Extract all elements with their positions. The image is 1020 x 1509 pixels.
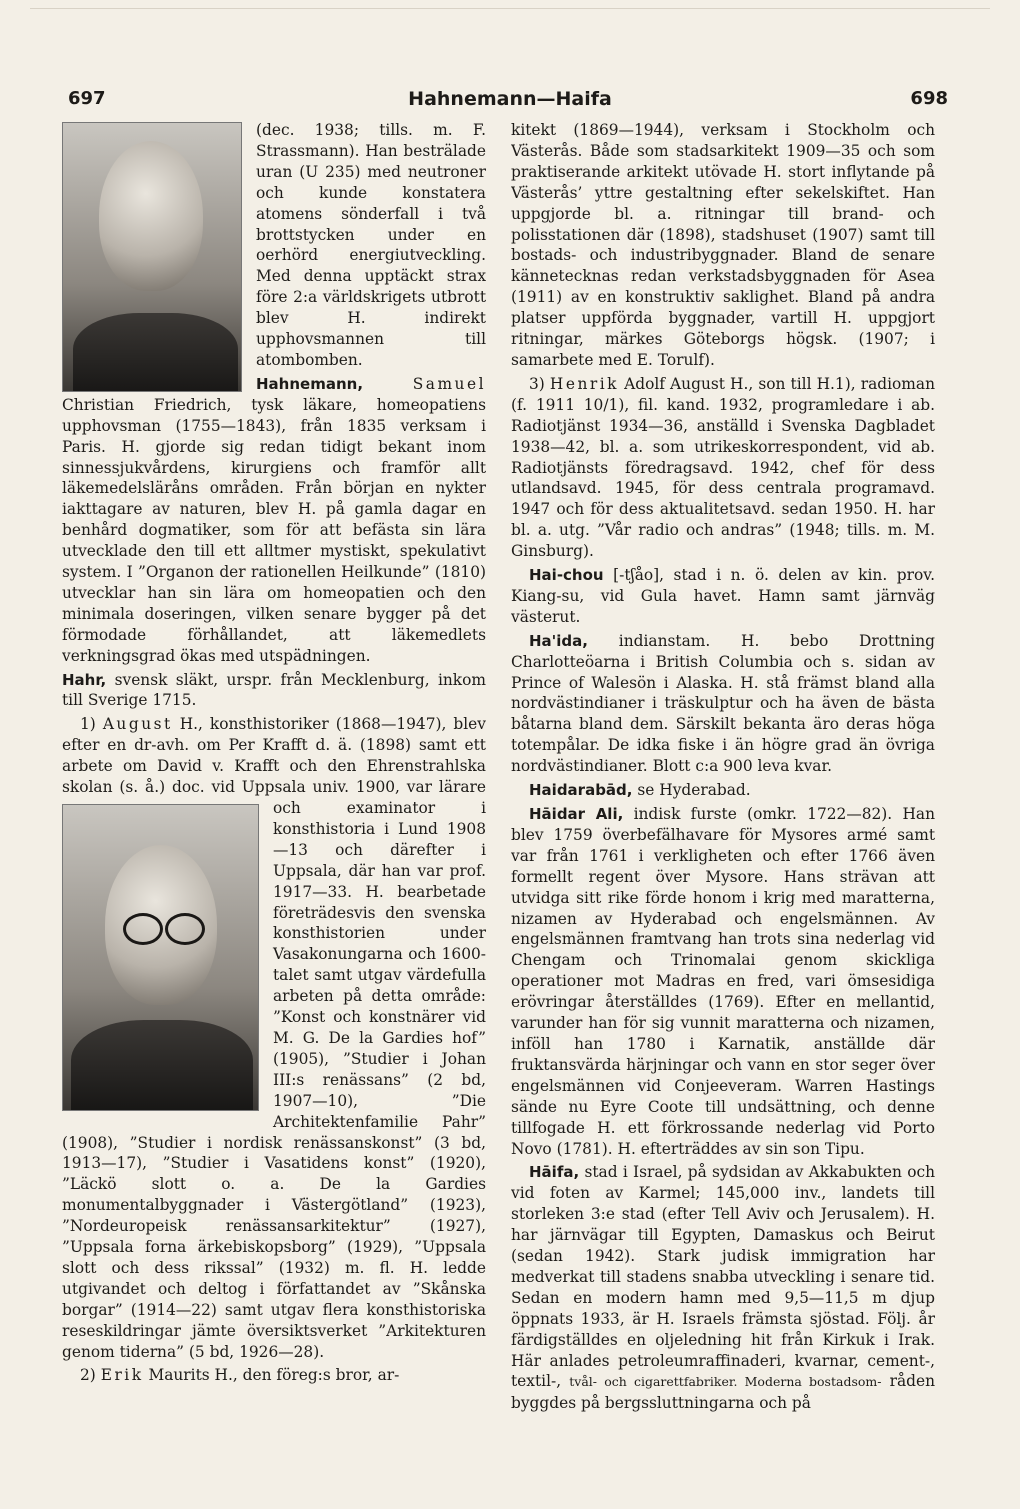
running-head: Hahnemann—Haifa	[408, 88, 612, 110]
entry-text: se Hyderabad.	[632, 781, 751, 800]
entry-hai-chou	[511, 565, 935, 628]
entry-text: Maurits H., den föreg:s bror, ar-	[143, 1366, 400, 1385]
entry-text: Adolf August H., son till H.1), radioman (f. 1911 10/1), fil. kand. 1932, programledare i ab. Radiotjänst 1934—36, anställd i Svenska Dagbladet 1938—42, bl. a. som utrikeskorrespondent, vid ab. Radiotjänsts föredragsavd. 1942, chef för dess utlandsavd. 1945, för dess centrala programavd. 1947 och för dess aktualitetsavd. sedan 1950. H. har bl. a. utg. ”Vår radio och andras” (1948; tills. m. M. Ginsburg).	[511, 374, 935, 561]
entry-text: svensk släkt, urspr. från Mecklenburg, inkom till Sverige 1715.	[62, 670, 486, 710]
entry-haifa	[511, 1162, 935, 1414]
entry-text-rest: univ. 1900, var lärare och examinator i konsthistoria i Lund 1908—13 och därefter i Uppsala, där han var prof. 1917—33. H. bearbetade företrädesvis den svenska konsthistorien under Vasakonungarna och 1600-talet samt utgav värdefulla arbeten på detta område: ”Konst och konstnärer vid M. G. De la Gardies hof” (1905), ”Studier i Johan III:s renässans” (2 bd, 1907—10), ”Die Architektenfamilie Pahr” (1908), ”Studier i nordisk renässanskonst” (3 bd, 1913—17), ”Studier i Vasatidens konst” (1920), ”Läckö slott o. a. De la Gardies monumentalbyggnader i Västergötland” (1923), ”Nordeuropeisk renässansarkitektur” (1927), ”Uppsala forna ärkebiskopsborg” (1929), ”Uppsala slott och dess rikssal” (1932) m. fl. H. ledde utgivandet och deltog i författandet av ”Skånska borgar” (1914—22) samt utgav flera konsthistoriska reseskildringar jämte översiktsverket ”Arkitekturen genom tiderna” (5 bd, 1926—28).	[62, 778, 486, 1361]
headword: Hāifa,	[529, 1163, 580, 1182]
page-number-left: 697	[68, 88, 106, 109]
subentry-number: 3)	[529, 374, 545, 393]
entry-hahr	[62, 670, 486, 712]
subentry-number: 2)	[80, 1366, 96, 1385]
right-column	[511, 120, 935, 1500]
spaced-name: Erik	[100, 1366, 144, 1385]
spaced-name: August	[102, 715, 173, 734]
entry-text-start: H., konsthistoriker (1868—1947), blev efter en dr-avh. om Per Krafft d. ä. (1898) samt ett arbete om David v. Krafft och den Ehrenstrahlska skolan (s. å.) doc. vid Uppsala	[62, 715, 486, 797]
entry-text: stad i Israel, på sydsidan av Akkabukten och vid foten av Karmel; 145,000 inv., landets till storleken 3:e stad (efter Tell Aviv och Jerusalem). H. har järnvägar till Egypten, Damaskus och Beirut (sedan 1942). Stark judisk immigration har medverkat till stadens snabba utveckling i senare tid. Sedan en modern hamn med 9,5—11,5 m djup öppnats 1933, är H. Israels främsta sjöstad. Följ. år färdigställdes en oljeledning hit från Kirkuk i Irak. Här anlades petroleumraffinaderi, kvarnar, cement-, textil-,	[511, 1163, 935, 1391]
entry-continuation: kitekt (1869—1944), verksam i Stockholm och Västerås. Både som stadsarkitekt 1909—35 och som praktiserande arkitekt utövade H. stort inflytande på Västerås’ yttre gestaltning efter sekelskiftet. Han uppgjorde bl. a. ritningar till brand- och polisstationen där (1898), stadshuset (1907) samt till bostads- och industribyggnader. Bland de senare kännetecknas redan verkstadsbyggnaden för Asea (1911) av en konstruktiv saklighet. Bland på andra platser uppförda byggnader, vartill H. uppgjort ritningar, märkes Göteborgs högsk. (1907; i samarbete med E. Torulf).	[511, 121, 935, 369]
spaced-name: Samuel	[412, 374, 486, 393]
entry-text-end: råden byggdes på bergssluttningarna och på	[511, 1372, 935, 1413]
portrait-photo-hahn	[62, 122, 242, 392]
headword: Ha'ida,	[529, 631, 588, 650]
entry-text-small: tvål- och cigarettfabriker. Moderna bostadsom-	[569, 1374, 882, 1390]
glasses-right	[165, 913, 205, 945]
entry-text: [-tʃåo], stad i n. ö. delen av kin. prov. Kiang-su, vid Gula havet. Hamn samt järnväg västerut.	[511, 566, 935, 626]
entry-hahnemann	[62, 374, 486, 667]
entry-continuation: (dec. 1938; tills. m. F. Strassmann). Han besträlade uran (U 235) med neutroner och kunde konstatera atomens sönderfall i två brottstycken under en oerhörd energiutveckling. Med denna upptäckt strax före 2:a världskrigets utbrott blev H. indirekt upphovsmannen till atombomben.	[256, 121, 486, 369]
entry-august-hahr	[62, 714, 486, 1362]
headword: Hai-chou	[529, 566, 604, 585]
headword: Haidarabād,	[529, 781, 633, 800]
entry-haida	[511, 631, 935, 777]
glasses-left	[123, 913, 163, 945]
headword: Hāidar Ali,	[529, 805, 624, 823]
left-column	[62, 120, 486, 1500]
spaced-name: Henrik	[549, 374, 619, 393]
portrait-photo-august-hahr	[62, 804, 259, 1111]
entry-text: indisk furste (omkr. 1722—82). Han blev 1759 överbefälhavare för Mysores armé samt var från 1761 i verkligheten och efter 1766 även formellt regent över Mysore. Hans strävan att utvidga sitt rike förde honom i krig med maratterna, nizamen av Hyderabad och engelsmännen. Av engelsmännen framtvang han trots sina nederlag vid Chengam och Trinomalai genom skickliga operationer mot Madras en fred, vari ömsesidiga erövringar återställdes (1769). Efter en mellantid, varunder han för sig vunnit maratterna och nizamen, inföll han 1780 i Karnatik, anställde där fruktansvärda härjningar och vann en stor seger över engelsmännen vid Conjeeveram. Warren Hastings sände nu Eyre Coote till undsättning, och denne tillfogade H. ett förkrossande nederlag vid Porto Novo (1781). H. efterträddes av sin son Tipu.	[511, 805, 935, 1158]
entry-henrik-hahr	[511, 374, 935, 562]
entry-haidar-ali	[511, 804, 935, 1159]
top-rule	[30, 8, 990, 9]
headword: Hahr,	[62, 670, 107, 689]
page-number-right: 698	[910, 88, 948, 109]
entry-haidarabad	[511, 780, 935, 801]
headword: Hahnemann,	[256, 374, 364, 393]
entry-text: indianstam. H. bebo Drottning Charlotteöarna i British Columbia och s. sidan av Prince of Walesön i Alaska. H. stå främst bland alla nordvästindianer i träskulptur och ha även de bästa båtarna bland dem. Särskilt bekanta äro deras höga totempålar. De idka fiske i än högre grad än övriga nordvästindianer. Blott c:a 900 leva kvar.	[511, 631, 935, 776]
entry-text: Christian Friedrich, tysk läkare, homeopatiens upphovsman (1755—1843), från 1835 verksam i Paris. H. gjorde sig redan tidigt bekant inom sinnessjukvårdens, kirurgiens och framför allt läkemedelsläråns områden. Från början en nykter iakttagare av naturen, blev H. på gamla dagar en benhård dogmatiker, som för att befästa sin lära utvecklade den till ett alltmer mystiskt, spekulativt system. I ”Organon der rationellen Heilkunde” (1810) utvecklar han sin lära om homeopatien och den minimala doseringen, vilken senare bygger på det förmodade förhållandet, att läkemedlets verkningsgrad ökas med utspädningen.	[62, 395, 486, 665]
subentry-number: 1)	[80, 715, 96, 734]
entry-erik-hahr	[62, 1365, 486, 1386]
